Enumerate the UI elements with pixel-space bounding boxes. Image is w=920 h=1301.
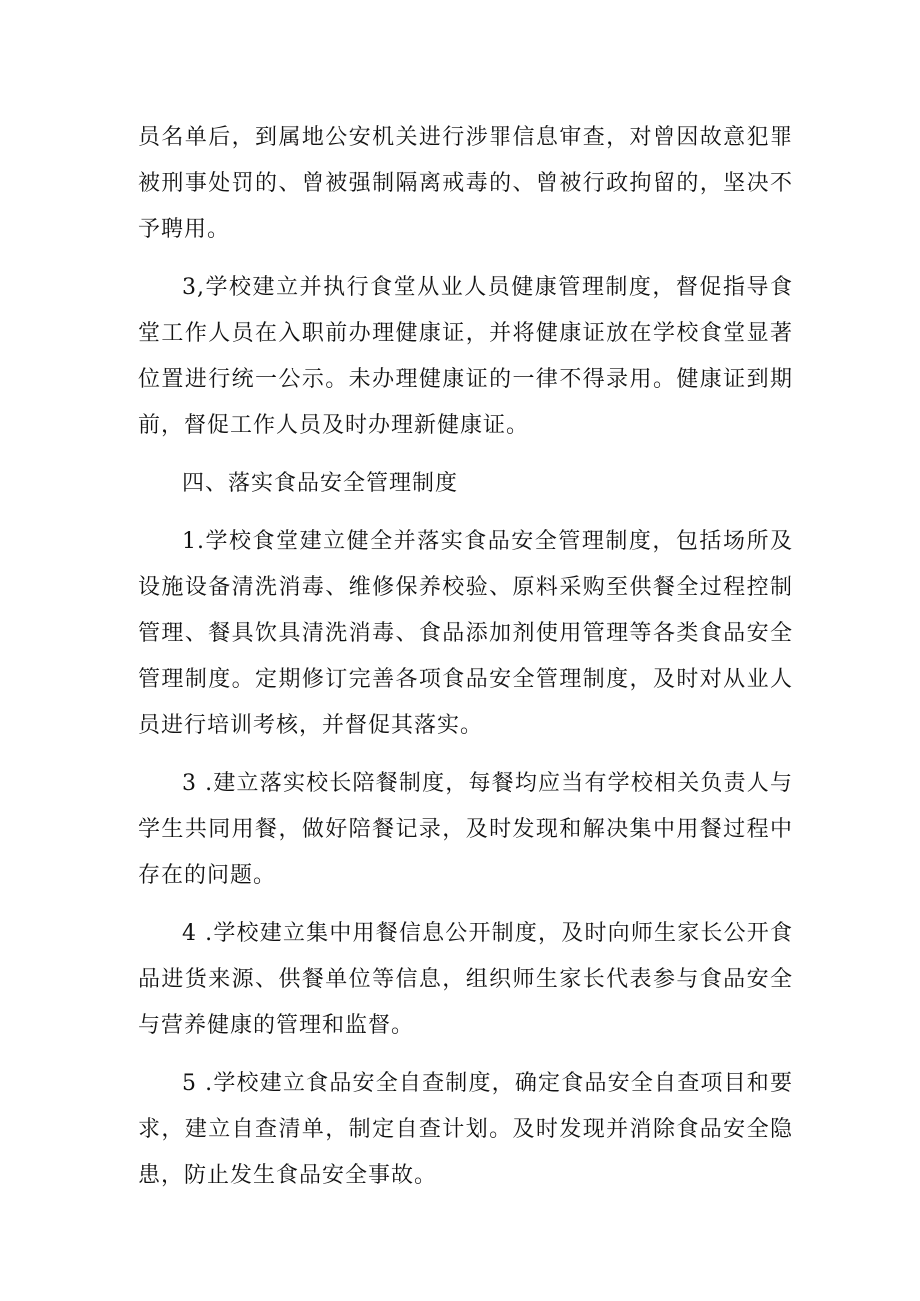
paragraph-info-disclosure: 4 .学校建立集中用餐信息公开制度，及时向师生家长公开食品进货来源、供餐单位等信息，组织师生家长代表参与食品安全与营养健康的管理和监督。: [138, 921, 793, 1038]
paragraph-continuation: 员名单后，到属地公安机关进行涉罪信息审查，对曾因故意犯罪被刑事处罚的、曾被强制隔离戒毒的、曾被行政拘留的，坚决不予聘用。: [138, 125, 793, 242]
paragraph-gap: [138, 253, 793, 265]
paragraph-gap: [138, 749, 793, 761]
paragraph-self-inspection: 5 .学校建立食品安全自查制度，确定食品安全自查项目和要求，建立自查清单，制定自查计划。及时发现并消除食品安全隐患，防止发生食品安全事故。: [138, 1071, 793, 1188]
paragraph-gap: [138, 899, 793, 911]
paragraph-gap: [138, 1049, 793, 1061]
section-heading: 四、落实食品安全管理制度: [182, 471, 459, 496]
paragraph-principal-dining: 3 .建立落实校长陪餐制度，每餐均应当有学校相关负责人与学生共同用餐，做好陪餐记录，及时发现和解决集中用餐过程中存在的问题。: [138, 771, 793, 888]
paragraph-health-certificate: 3,学校建立并执行食堂从业人员健康管理制度，督促指导食堂工作人员在入职前办理健康证，并将健康证放在学校食堂显著位置进行统一公示。未办理健康证的一律不得录用。健康证到期前，督促工作人员及时办理新健康证。: [138, 275, 793, 438]
paragraph-gap: [138, 449, 793, 461]
document-page: [138, 115, 793, 1199]
paragraph-gap: [138, 507, 793, 519]
paragraph-safety-management: 1.学校食堂建立健全并落实食品安全管理制度，包括场所及设施设备清洗消毒、维修保养校验、原料采购至供餐全过程控制管理、餐具饮具清洗消毒、食品添加剂使用管理等各类食品安全管理制度。定期修订完善各项食品安全管理制度，及时对从业人员进行培训考核，并督促其落实。: [138, 529, 793, 738]
